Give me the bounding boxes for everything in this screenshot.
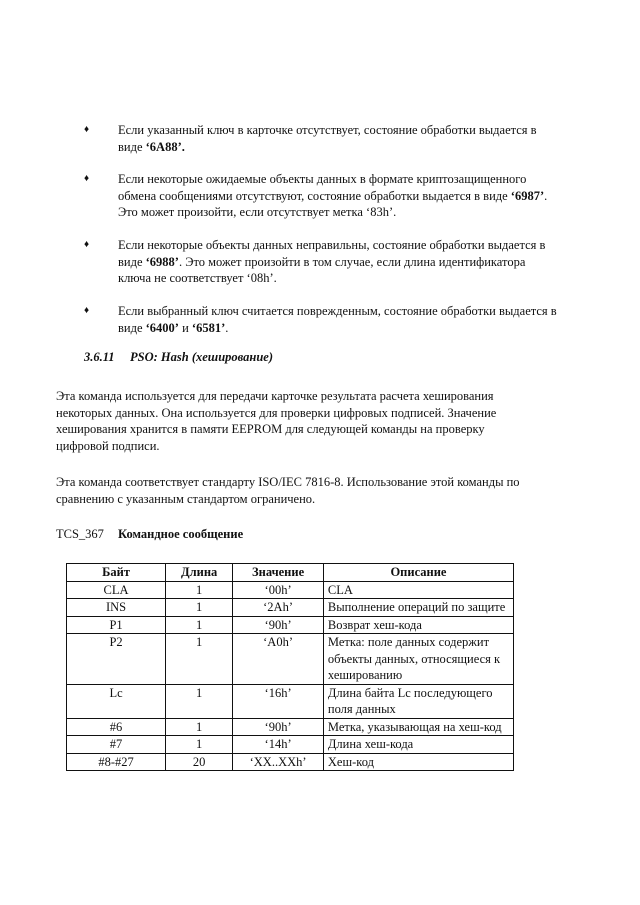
- cell-value: ‘14h’: [233, 736, 324, 754]
- cell-description: Возврат хеш-кода: [323, 616, 513, 634]
- cell-length: 1: [166, 599, 233, 617]
- bullet-item-2: [60, 171, 560, 221]
- cell-length: 1: [166, 736, 233, 754]
- cell-byte: #8-#27: [67, 753, 166, 771]
- bullet-item-3: [60, 237, 560, 287]
- status-code: ‘6A88’: [145, 139, 182, 154]
- command-table: [66, 563, 514, 771]
- section-title: PSO: Hash (хеширование): [130, 350, 273, 364]
- paragraph-2: Эта команда соответствует стандарту ISO/IEC 7816-8. Использование этой команды по сравнению с указанным стандартом ограничено.: [56, 475, 520, 506]
- diamond-bullet-icon: ♦: [84, 124, 90, 135]
- cell-byte: CLA: [67, 581, 166, 599]
- cell-value: ‘00h’: [233, 581, 324, 599]
- bullet-text: Если указанный ключ в карточке отсутствует, состояние обработки выдается в виде ‘6A88’.: [118, 123, 537, 154]
- cell-description: Хеш-код: [323, 753, 513, 771]
- table-row: [67, 718, 514, 736]
- table-row: [67, 599, 514, 617]
- cell-value: ‘90h’: [233, 718, 324, 736]
- cell-length: 1: [166, 684, 233, 718]
- header-length: Длина: [166, 564, 233, 582]
- cell-length: 1: [166, 718, 233, 736]
- cell-byte: INS: [67, 599, 166, 617]
- bullet-text: Если выбранный ключ считается поврежденным, состояние обработки выдается в виде ‘6400’ и ‘6581’.: [118, 304, 557, 335]
- table-row: [67, 616, 514, 634]
- status-code: ‘6581’: [191, 320, 226, 335]
- cell-value: ‘90h’: [233, 616, 324, 634]
- diamond-bullet-icon: ♦: [84, 239, 90, 250]
- cell-description: Выполнение операций по защите: [323, 599, 513, 617]
- cell-value: ‘XX..XXh’: [233, 753, 324, 771]
- diamond-bullet-icon: ♦: [84, 173, 90, 184]
- table-row: [67, 684, 514, 718]
- cell-length: 1: [166, 581, 233, 599]
- cell-value: ‘2Ah’: [233, 599, 324, 617]
- bullet-item-4: [60, 303, 560, 336]
- status-code: ‘6987’: [510, 188, 545, 203]
- cell-length: 1: [166, 634, 233, 685]
- status-code: ‘6988’: [145, 254, 179, 269]
- header-byte: Байт: [67, 564, 166, 582]
- table-header-row: [67, 564, 514, 582]
- requirement-id: TCS_367: [56, 527, 104, 541]
- cell-byte: P2: [67, 634, 166, 685]
- cell-description: Метка, указывающая на хеш-код: [323, 718, 513, 736]
- bullet-text: Если некоторые ожидаемые объекты данных в формате криптозащищенного обмена сообщениями отсутствуют, состояние обработки выдается в виде ‘6987’. Это может произойти, если отсутствует метка ‘83h’.: [118, 172, 548, 219]
- header-description: Описание: [323, 564, 513, 582]
- cell-value: ‘A0h’: [233, 634, 324, 685]
- cell-byte: P1: [67, 616, 166, 634]
- cell-byte: #7: [67, 736, 166, 754]
- cell-length: 20: [166, 753, 233, 771]
- requirement-label: [56, 527, 243, 542]
- cell-value: ‘16h’: [233, 684, 324, 718]
- cell-length: 1: [166, 616, 233, 634]
- requirement-title: Командное сообщение: [118, 527, 244, 541]
- cell-description: Метка: поле данных содержит объекты данных, относящиеся к хешированию: [323, 634, 513, 685]
- cell-description: Длина хеш-кода: [323, 736, 513, 754]
- status-code: ‘6400’: [145, 320, 179, 335]
- cell-byte: #6: [67, 718, 166, 736]
- paragraph-1: Эта команда используется для передачи карточке результата расчета хеширования некоторых данных. Она используется для проверки цифровых подписей. Значение хеширования хранится в памяти EEPROM для следующей команды на проверку цифровой подписи.: [56, 389, 497, 453]
- section-heading: [84, 350, 273, 365]
- diamond-bullet-icon: ♦: [84, 305, 90, 316]
- bullet-text: Если некоторые объекты данных неправильны, состояние обработки выдается в виде ‘6988’. Это может произойти в том случае, если длина идентификатора ключа не соответствует ‘08h’.: [118, 238, 546, 285]
- section-number: 3.6.11: [84, 350, 115, 364]
- cell-description: CLA: [323, 581, 513, 599]
- bullet-item-1: [60, 122, 560, 155]
- cell-byte: Lc: [67, 684, 166, 718]
- table-row: [67, 581, 514, 599]
- table-row: [67, 753, 514, 771]
- cell-description: Длина байта Lc последующего поля данных: [323, 684, 513, 718]
- header-value: Значение: [233, 564, 324, 582]
- table-row: [67, 736, 514, 754]
- table-row: [67, 634, 514, 685]
